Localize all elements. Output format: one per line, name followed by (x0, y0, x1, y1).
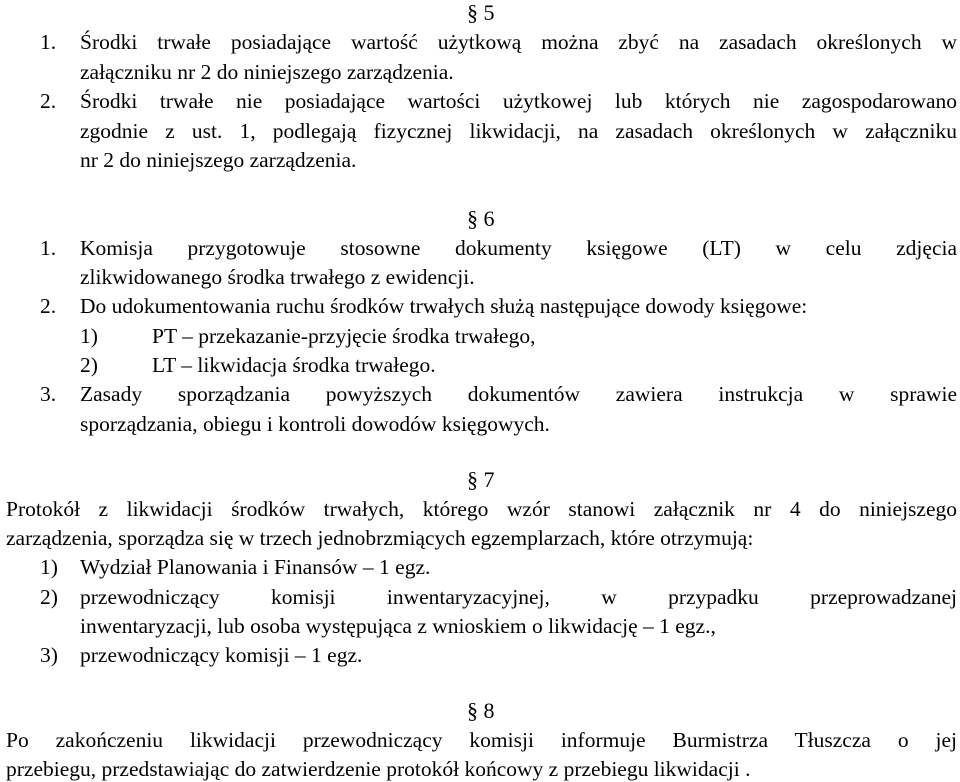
list-item-text: przewodniczący komisji inwentaryzacyjnej, w przypadku przeprowadzanej (80, 585, 957, 609)
item-number: 1. (40, 30, 57, 54)
list-item-text: Wydział Planowania i Finansów – 1 egz. (80, 555, 431, 579)
section-heading-7: § 7 (467, 467, 495, 492)
paragraph-line: Po zakończeniu likwidacji przewodniczący komisji informuje Burmistrza Tłuszcza o jej (6, 728, 957, 752)
list-number: 1) (40, 555, 58, 579)
paragraph-line: Protokół z likwidacji środków trwałych, którego wzór stanowi załącznik nr 4 do niniejszego (6, 497, 957, 521)
subitem-text: PT – przekazanie-przyjęcie środka trwałego, (152, 324, 536, 348)
paragraph-line: nr 2 do niniejszego zarządzenia. (80, 148, 357, 172)
paragraph-line: sporządzania, obiegu i kontroli dowodów księgowych. (80, 412, 550, 436)
paragraph-line: załączniku nr 2 do niniejszego zarządzenia. (80, 60, 454, 84)
paragraph-line: Zasady sporządzania powyższych dokumentów zawiera instrukcja w sprawie (80, 382, 957, 406)
subitem-number: 2) (80, 353, 98, 377)
list-number: 2) (40, 585, 58, 609)
paragraph-line: Środki trwałe posiadające wartość użytkową można zbyć na zasadach określonych w (80, 30, 957, 54)
paragraph-line: zlikwidowanego środka trwałego z ewidencji. (80, 265, 475, 289)
item-number: 3. (40, 382, 57, 406)
subitem-number: 1) (80, 324, 98, 348)
paragraph-line: Środki trwałe nie posiadające wartości użytkowej lub których nie zagospodarowano (80, 89, 957, 113)
list-item-text: inwentaryzacji, lub osoba występująca z wnioskiem o likwidację – 1 egz., (80, 614, 716, 638)
paragraph-line: przebiegu, przedstawiając do zatwierdzenie protokół końcowy z przebiegu likwidacji . (6, 757, 751, 781)
section-heading-5: § 5 (467, 0, 495, 25)
section-heading-8: § 8 (467, 698, 495, 723)
paragraph-line: zgodnie z ust. 1, podlegają fizycznej likwidacji, na zasadach określonych w załączniku (80, 119, 957, 143)
paragraph-line: Do udokumentowania ruchu środków trwałych służą następujące dowody księgowe: (80, 294, 808, 318)
paragraph-line: zarządzenia, sporządza się w trzech jednobrzmiących egzemplarzach, które otrzymują: (6, 526, 754, 550)
section-heading-6: § 6 (467, 206, 495, 231)
item-number: 2. (40, 294, 57, 318)
list-item-text: przewodniczący komisji – 1 egz. (80, 643, 363, 667)
item-number: 1. (40, 236, 57, 260)
item-number: 2. (40, 89, 57, 113)
subitem-text: LT – likwidacja środka trwałego. (152, 353, 436, 377)
paragraph-line: Komisja przygotowuje stosowne dokumenty księgowe (LT) w celu zdjęcia (80, 236, 957, 260)
list-number: 3) (40, 643, 58, 667)
